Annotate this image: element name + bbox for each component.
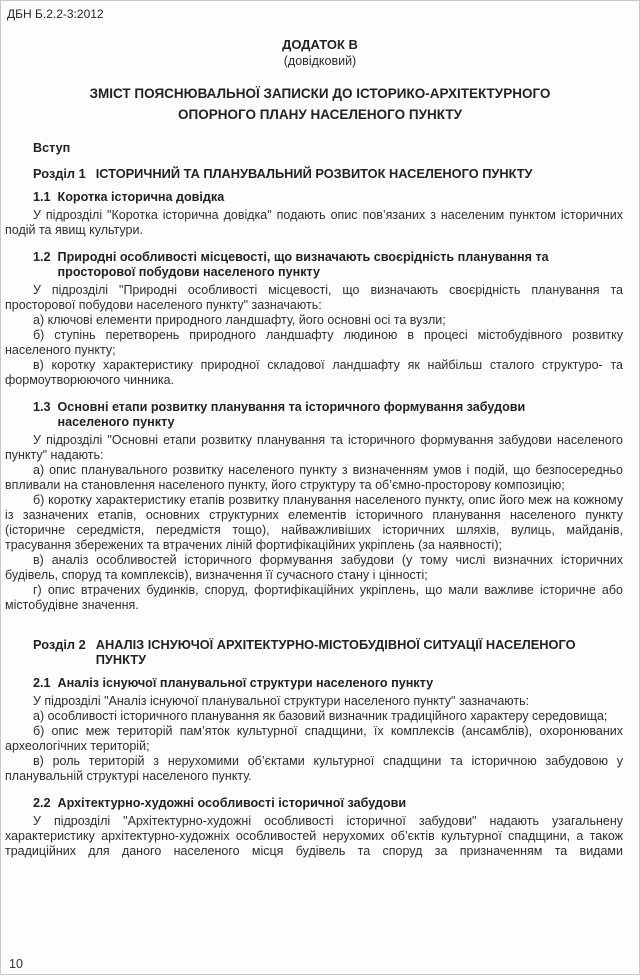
heading-number: 2.1 — [33, 675, 51, 690]
heading: Вступ — [33, 141, 71, 155]
paragraph: У підрозділі "Коротка історична довідка" подають опис пов’язаних з населеним пунктом історичних подій та явищ культури. — [5, 207, 623, 237]
paragraph: г) опис втрачених будинків, споруд, фортифікаційних укріплень, що мали важливе історичне або містобудівне значення. — [5, 582, 623, 612]
paragraph: в) роль територій з нерухомими об’єктами культурної спадщини та історичною забудовою у планувальній структурі населеного пункту. — [5, 753, 623, 783]
heading-text: Основні етапи розвитку планування та історичного формування забудови населеного пункту — [57, 399, 526, 429]
paragraph: У підрозділі "Природні особливості місцевості, що визначають своєрідність планування та просторової побудови населеного пункту" зазначають: — [5, 282, 623, 312]
heading-text: Коротка історична довідка — [57, 189, 225, 204]
paragraph: а) особливості історичного планування як базовий визначник традиційного характеру середовища; — [33, 708, 608, 723]
heading-number: Розділ 2 — [33, 636, 86, 652]
heading — [33, 637, 623, 668]
heading-text: Аналіз існуючої планувальної структури населеного пункту — [57, 675, 434, 690]
paragraph: У підрозділі "Аналіз існуючої планувальної структури населеного пункту" зазначають: — [33, 693, 530, 708]
appendix-kind-label: (довідковий) — [283, 54, 357, 68]
paragraph: У підрозділі "Архітектурно-художні особливості історичної забудови" надають узагальнену характеристику архітектурно-художніх особливостей нерухомих об’єктів культурної спадщини, а також традиційних для даного населеного місця будівель та споруд за призначенням та видами — [5, 813, 623, 858]
document-code-header: ДБН Б.2.2-3:2012 — [7, 7, 104, 21]
paragraph: в) коротку характеристику природної складової ландшафту як найбільш сталого структуро- та формоутворюючого чинника. — [5, 357, 623, 387]
heading-text: Природні особливості місцевості, що визначають своєрідність планування та просторової побудови населеного пункту — [57, 249, 549, 279]
heading — [33, 250, 623, 280]
paragraph: б) коротку характеристику етапів розвитку планування населеного пункту, опис його меж на кожному із зазначених етапів, основних структурних елементів історичного планування населеного пункту (історичне середмістя, передмістя тощо), найважливіших історичних шляхів, вулиць, майданів, трасування збережених та втрачених ліній фортифікаційних укріплень (за наявності); — [5, 492, 623, 552]
heading — [33, 796, 623, 811]
appendix-heading: ЗМІСТ ПОЯСНЮВАЛЬНОЇ ЗАПИСКИ ДО ІСТОРИКО-АРХІТЕКТУРНОГО ОПОРНОГО ПЛАНУ НАСЕЛЕНОГО ПУНКТУ — [89, 86, 551, 122]
heading-number: 1.2 — [33, 249, 51, 264]
page-number: 10 — [9, 957, 23, 971]
heading-number: 1.3 — [33, 399, 51, 414]
paragraph: б) опис меж територій пам’яток культурної спадщини, їх комплексів (ансамблів), охоронюваних археологічних територій; — [5, 723, 623, 753]
heading-number: 2.2 — [33, 795, 51, 810]
paragraph: У підрозділі "Основні етапи розвитку планування та історичного формування забудови населеного пункту" надають: — [5, 432, 623, 462]
heading-text: АНАЛІЗ ІСНУЮЧОЇ АРХІТЕКТУРНО-МІСТОБУДІВНОЇ СИТУАЦІЇ НАСЕЛЕНОГО ПУНКТУ — [95, 636, 576, 667]
heading — [33, 190, 623, 205]
heading — [33, 166, 623, 182]
paragraph: а) опис планувального розвитку населеного пункту з визначенням умов і подій, що безпосередньо впливали на становлення населеного пункту, його структуру та об’ємно-просторову композицію; — [5, 462, 623, 492]
paragraph: а) ключові елементи природного ландшафту, його основні осі та вузли; — [33, 312, 446, 327]
appendix-title: ДОДАТОК В — [282, 37, 358, 52]
heading-number: Розділ 1 — [33, 166, 86, 181]
document-page — [1, 7, 639, 980]
paragraph: в) аналіз особливостей історичного формування забудови (у тому числі визначних історичних будівель, споруд та комплексів), визначення її сучасного стану і цінності; — [5, 552, 623, 582]
heading-text: ІСТОРИЧНИЙ ТА ПЛАНУВАЛЬНИЙ РОЗВИТОК НАСЕЛЕНОГО ПУНКТУ — [95, 166, 533, 181]
heading-text: Архітектурно-художні особливості історичної забудови — [57, 795, 407, 810]
heading-number: 1.1 — [33, 189, 51, 204]
paragraph: б) ступінь перетворень природного ландшафту людиною в процесі містобудівного розвитку населеного пункту; — [5, 327, 623, 357]
heading — [33, 400, 623, 430]
content-blocks — [1, 141, 639, 859]
heading — [33, 676, 623, 691]
